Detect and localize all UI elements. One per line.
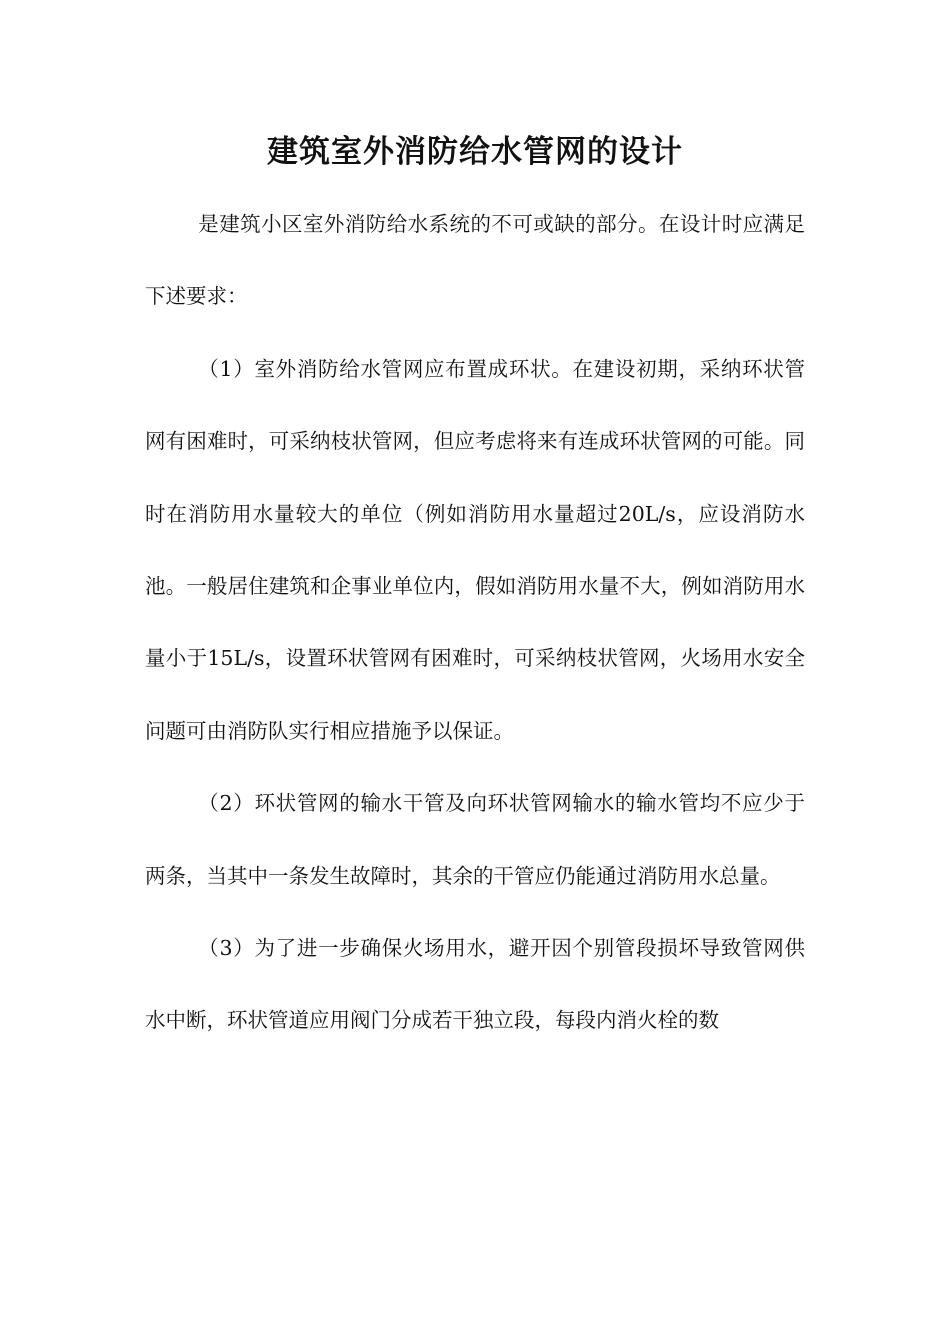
paragraph-requirement-3: （3）为了进一步确保火场用水，避开因个别管段损坏导致管网供水中断，环状管道应用阀门分成若干独立段，每段内消火栓的数 [145, 936, 805, 1033]
paragraph-requirement-2: （2）环状管网的输水干管及向环状管网输水的输水管均不应少于两条，当其中一条发生故障时，其余的干管应仍能通过消防用水总量。 [145, 791, 805, 888]
paragraph-requirement-1: （1）室外消防给水管网应布置成环状。在建设初期，采纳环状管网有困难时，可采纳枝状管网，但应考虑将来有连成环状管网的可能。同时在消防用水量较大的单位（例如消防用水量超过20L/s，应设消防水池。一般居住建筑和企事业单位内，假如消防用水量不大，例如消防用水量小于15L/s，设置环状管网有困难时，可采纳枝状管网，火场用水安全问题可由消防队实行相应措施予以保证。 [145, 356, 805, 743]
paragraph-intro: 是建筑小区室外消防给水系统的不可或缺的部分。在设计时应满足下述要求： [145, 212, 805, 309]
document-body [145, 188, 805, 1057]
document-title: 建筑室外消防给水管网的设计 [267, 134, 683, 170]
